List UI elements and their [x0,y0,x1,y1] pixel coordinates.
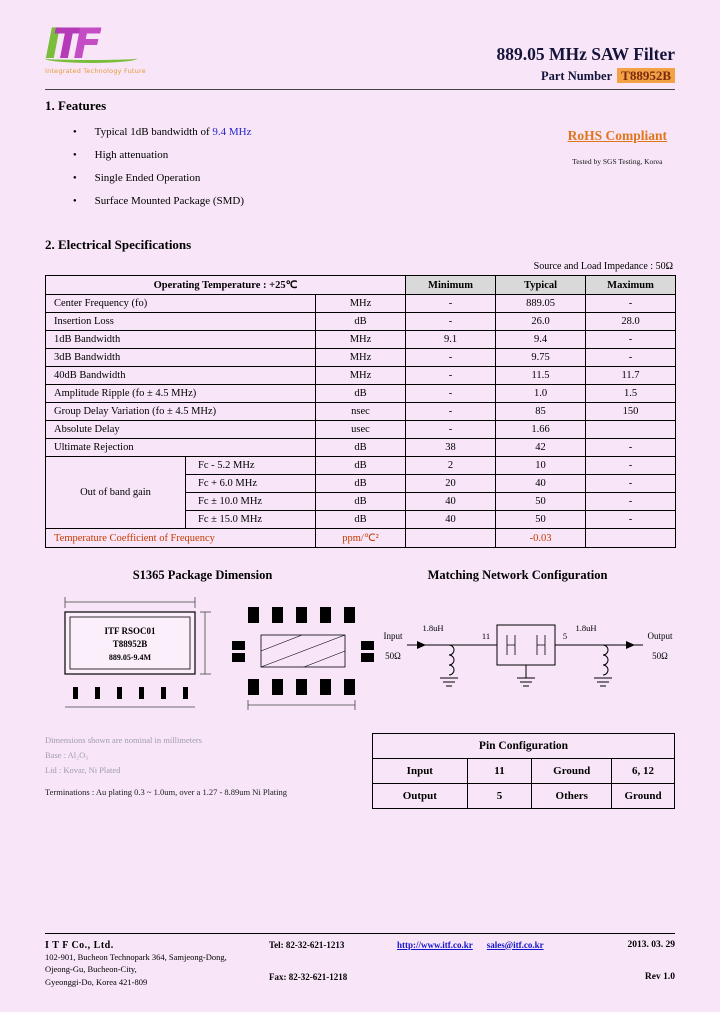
spec-max: - [586,439,676,457]
company-address-line1: 102-901, Bucheon Technopark 364, Samjeong-Dong, [45,951,227,962]
footer-company-block [45,940,269,989]
package-outline-drawing [45,595,227,719]
company-address-line2: Ojeong-Gu, Bucheon-City, [45,964,137,974]
pin-cell: 11 [467,759,532,784]
ground-icon [594,678,612,686]
company-name: I T F Co., Ltd. [45,939,114,951]
spec-param: Insertion Loss [46,313,316,331]
website-link[interactable]: http://www.itf.co.kr [397,939,473,950]
spec-typ: 889.05 [496,295,586,313]
spec-unit: MHz [316,349,406,367]
spec-unit: MHz [316,367,406,385]
spec-typ: 50 [496,511,586,529]
electrical-specs-table [45,275,676,548]
spec-unit: dB [316,511,406,529]
itf-logo [45,19,146,75]
spec-min: 40 [406,493,496,511]
spec-max: 1.5 [586,385,676,403]
chip-label-line1: ITF RSOC01 [104,626,156,636]
spec-min: 38 [406,439,496,457]
spec-typ: 50 [496,493,586,511]
pin-config-row [373,784,675,809]
pin-cell: Ground [532,759,612,784]
spec-param: 1dB Bandwidth [46,331,316,349]
inductor-right-icon [603,645,608,675]
operating-temp-header: Operating Temperature : +25℃ [46,276,406,295]
spec-max: - [586,457,676,475]
spec-unit: dB [316,439,406,457]
spec-max: - [586,295,676,313]
revision-label: Rev 1.0 [644,971,675,982]
spec-max: - [586,349,676,367]
specs-heading: 2. Electrical Specifications [45,237,192,252]
spec-max [586,421,676,439]
header-divider [45,89,675,90]
note-terminations: Terminations : Au plating 0.3 ~ 1.0um, over a 1.27 - 8.89um Ni Plating [45,787,287,797]
temp-coeff-max [586,529,676,548]
spec-min: 40 [406,511,496,529]
feature-highlight: 9.4 MHz [212,126,252,138]
pin-cell: Output [373,784,468,809]
itf-logo-letters: ITF [45,19,94,68]
land-pattern-drawing [228,595,378,715]
spec-unit: dB [316,313,406,331]
header [45,19,675,84]
spec-min: - [406,313,496,331]
maximum-header: Maximum [586,276,676,295]
feature-text: Single Ended Operation [94,172,201,184]
spec-typ: 9.75 [496,349,586,367]
temp-coeff-unit: ppm/℃² [316,529,406,548]
output-impedance: 50Ω [652,651,668,661]
spec-row [46,295,676,313]
spec-typ: 26.0 [496,313,586,331]
drawings-row [45,595,675,719]
spec-min: - [406,349,496,367]
spec-row-out-of-band [46,457,676,475]
spec-min: 9.1 [406,331,496,349]
matching-network-diagram [379,595,675,713]
drawing-headings [45,568,675,583]
saw-filter-box [497,625,555,665]
note-base: Base : Al₂O₃ [45,750,89,760]
specs-section [45,237,675,548]
spec-row [46,439,676,457]
pin-cell: 5 [467,784,532,809]
spec-row [46,313,676,331]
ground-icon [440,678,458,686]
spec-param: Absolute Delay [46,421,316,439]
part-number-value: T88952B [617,68,675,83]
temp-coeff-param: Temperature Coefficient of Frequency [46,529,316,548]
signal-arrow-icon [417,641,426,649]
inductor-left-label: 1.8uH [422,623,444,633]
package-notes [45,733,360,809]
spec-unit: dB [316,385,406,403]
spec-min: - [406,385,496,403]
rohs-compliant-label: RoHS Compliant [567,128,667,143]
part-number-label: Part Number [540,69,613,83]
out-of-band-label: Out of band gain [46,457,186,529]
pin-11-label: 11 [481,631,491,641]
spec-max: - [586,475,676,493]
spec-unit: nsec [316,403,406,421]
spec-param: 3dB Bandwidth [46,349,316,367]
typical-header: Typical [496,276,586,295]
footer-links-block [397,940,583,989]
fax-number: Fax: 82-32-621-1218 [269,971,348,982]
pin-cell: Input [373,759,468,784]
spec-param: Amplitude Ripple (fo ± 4.5 MHz) [46,385,316,403]
spec-min: - [406,403,496,421]
signal-arrow-icon [626,641,635,649]
email-link[interactable]: sales@itf.co.kr [486,939,544,950]
minimum-header: Minimum [406,276,496,295]
spec-row [46,403,676,421]
spec-typ: 85 [496,403,586,421]
rohs-block [568,128,667,166]
spec-row [46,385,676,403]
spec-unit: dB [316,475,406,493]
pin-configuration-table [372,733,675,809]
pin-5-label: 5 [562,631,568,641]
idt-symbol-icon [507,635,545,655]
oob-condition: Fc ± 15.0 MHz [186,511,316,529]
spec-unit: dB [316,457,406,475]
spec-typ: 42 [496,439,586,457]
spec-typ: 10 [496,457,586,475]
spec-param: 40dB Bandwidth [46,367,316,385]
pin-config-title: Pin Configuration [373,734,675,759]
spec-param: Ultimate Rejection [46,439,316,457]
spec-min: - [406,367,496,385]
spec-row [46,331,676,349]
features-heading: 1. Features [45,98,107,113]
feature-text: High attenuation [94,149,169,161]
spec-min: 20 [406,475,496,493]
spec-max: - [586,493,676,511]
spec-max: - [586,511,676,529]
spec-unit: MHz [316,331,406,349]
footer [45,933,675,989]
input-impedance: 50Ω [385,651,401,661]
spec-row-temp-coefficient [46,529,676,548]
pin-config-row [373,759,675,784]
rohs-tested-note: Tested by SGS Testing, Korea [572,157,663,166]
input-label: Input [383,631,403,641]
oob-condition: Fc + 6.0 MHz [186,475,316,493]
oob-condition: Fc ± 10.0 MHz [186,493,316,511]
feature-text: Surface Mounted Package (SMD) [94,195,245,207]
inductor-left-icon [449,645,454,675]
feature-text: Typical 1dB bandwidth of [94,126,213,138]
pin-cell: Ground [612,784,675,809]
features-section [45,98,675,207]
page-title: 889.05 MHz SAW Filter [496,44,675,64]
notes-pin-row [45,733,675,809]
spec-min: 2 [406,457,496,475]
spec-typ: 9.4 [496,331,586,349]
feature-item [73,172,675,184]
spec-min: - [406,295,496,313]
spec-min: - [406,421,496,439]
temp-coeff-typ: -0.03 [496,529,586,548]
inductor-right-label: 1.8uH [575,623,597,633]
spec-typ: 1.66 [496,421,586,439]
ground-icon [517,678,535,686]
title-block [496,24,675,84]
chip-label-line2: T88952B [112,639,148,649]
part-number-line [496,68,675,84]
release-date: 2013. 03. 29 [627,939,675,950]
spec-row [46,421,676,439]
spec-max: 150 [586,403,676,421]
company-address-line3: Gyeonggi-Do, Korea 421-809 [45,976,148,987]
tel-number: Tel: 82-32-621-1213 [269,939,345,950]
note-dimensions: Dimensions shown are nominal in millimeters [45,735,202,745]
spec-param: Group Delay Variation (fo ± 4.5 MHz) [46,403,316,421]
spec-row [46,349,676,367]
logo-tagline: Integrated Technology Future [45,67,146,75]
spec-unit: dB [316,493,406,511]
spec-typ: 11.5 [496,367,586,385]
package-dimension-heading: S1365 Package Dimension [132,568,273,582]
impedance-note: Source and Load Impedance : 50Ω [533,261,673,272]
note-lid: Lid : Kovar, Ni Plated [45,765,121,775]
footer-phone-block [269,940,397,989]
spec-unit: MHz [316,295,406,313]
spec-max: - [586,331,676,349]
spec-row [46,367,676,385]
spec-unit: usec [316,421,406,439]
spec-max: 11.7 [586,367,676,385]
spec-param: Center Frequency (fo) [46,295,316,313]
pin-cell: Others [532,784,612,809]
temp-coeff-min [406,529,496,548]
matching-network-heading: Matching Network Configuration [427,568,608,582]
chip-label-line3: 889.05-9.4M [108,653,152,662]
footer-revision-block [583,940,675,989]
pin-config-title-row [373,734,675,759]
spec-max: 28.0 [586,313,676,331]
spec-typ: 40 [496,475,586,493]
output-label: Output [647,631,673,641]
feature-item [73,195,675,207]
spec-typ: 1.0 [496,385,586,403]
oob-condition: Fc - 5.2 MHz [186,457,316,475]
pin-cell: 6, 12 [612,759,675,784]
package-pins [73,687,188,699]
spec-header-row [46,276,676,295]
